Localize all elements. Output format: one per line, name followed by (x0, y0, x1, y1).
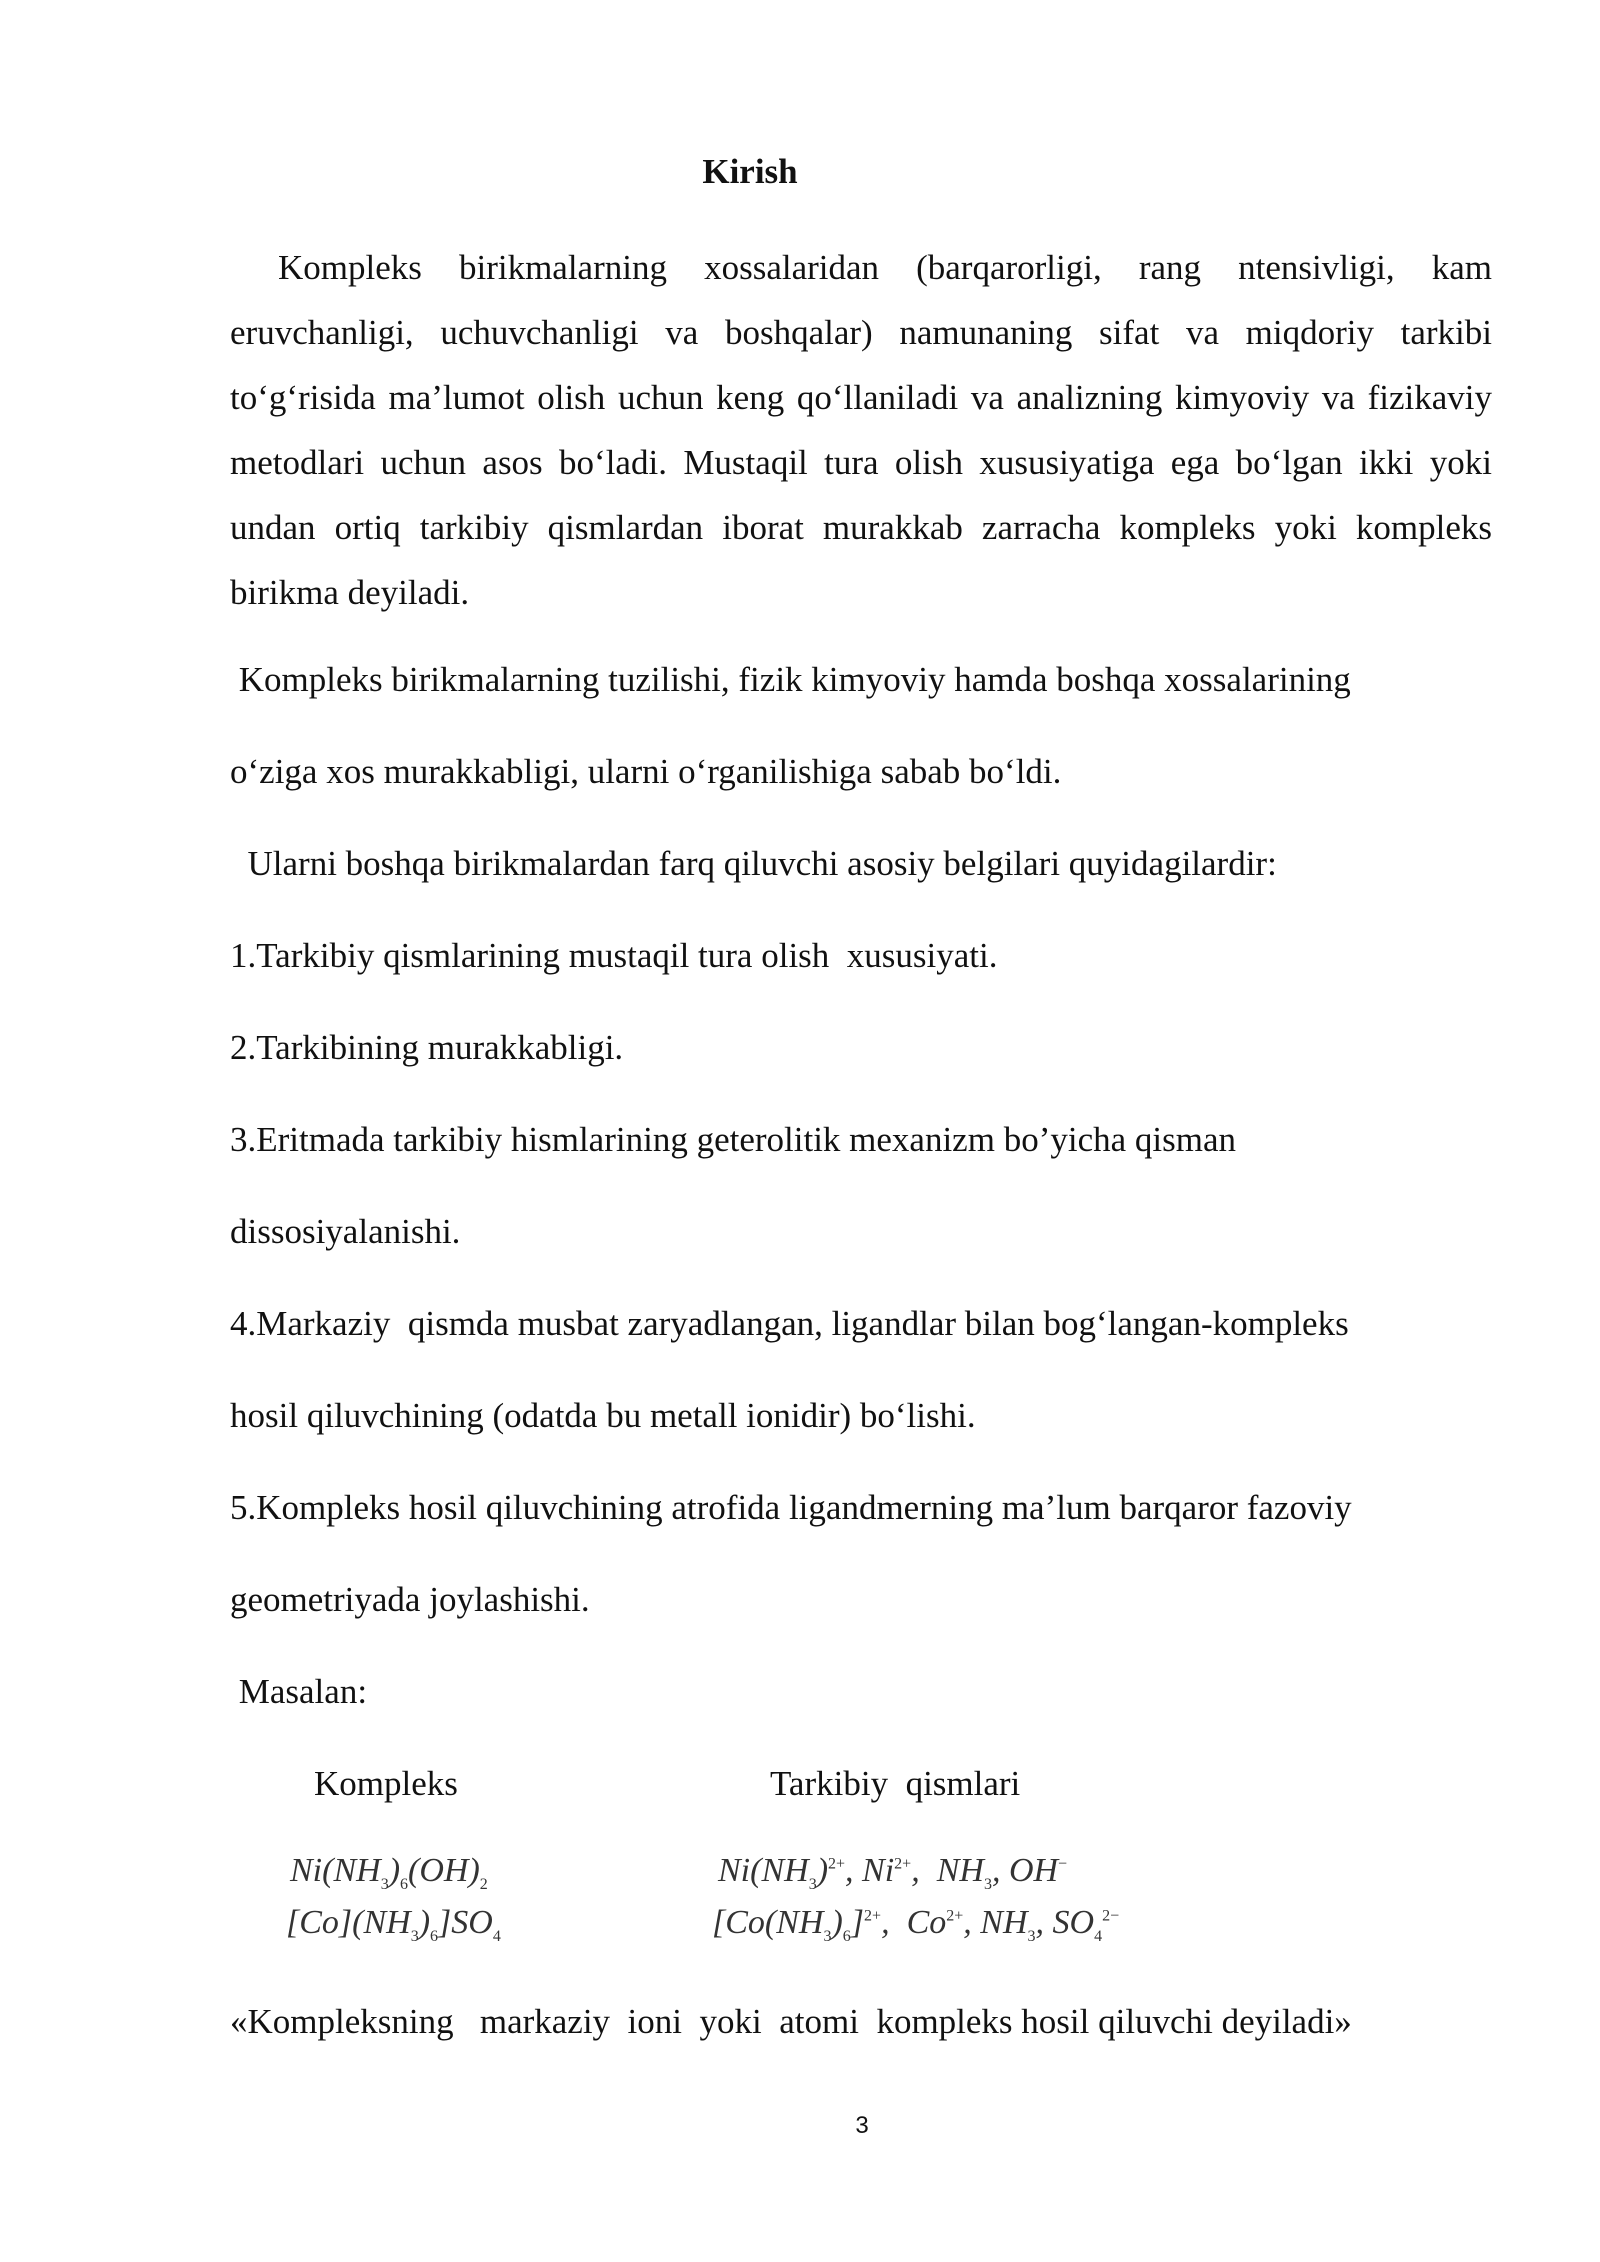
page-number: 3 (855, 2112, 869, 2139)
list-item-4-cont: hosil qiluvchining (odatda bu metall ionidir) bo‘lishi. (230, 1396, 976, 1435)
formula-co-components: $[Co(NH_3)_6]^{2+}$, $Co^{2+}$, $NH_3$, $SO_4^{2-}$ (712, 1904, 1120, 1945)
intro-paragraph: Kompleks birikmalarning xossalaridan (barqarorligi, rang ntensivligi, kam eruvchanligi, uchuvchanligi va boshqalar) namunaning sifat va miqdoriy tarkibi to‘g‘risida ma’lumot olish uchun keng qo‘llaniladi va analizning kimyoviy va fizikaviy metodlari uchun asos bo‘ladi. Mustaqil tura olish xususiyatiga ega bo‘lgan ikki yoki undan ortiq tarkibiy qismlardan iborat murakkab zarracha kompleks yoki kompleks birikma deyiladi. (230, 248, 1492, 612)
list-item-3-cont: dissosiyalanishi. (230, 1212, 461, 1251)
page-title: Kirish (702, 152, 798, 191)
closing-definition: «Kompleksning markaziy ioni yoki atomi kompleks hosil qiluvchi deyiladi» (230, 2002, 1352, 2041)
example-label: Masalan: (230, 1672, 368, 1711)
formula-ni-complex: $Ni(NH_3)_6(OH)_2$ (290, 1852, 488, 1893)
list-item-3: 3.Eritmada tarkibiy hismlarining geterolitik mexanizm bo’yicha qisman (230, 1120, 1236, 1159)
column-header-complex: Kompleks (314, 1764, 458, 1803)
list-item-5-cont: geometriyada joylashishi. (230, 1580, 590, 1619)
list-item-4: 4.Markaziy qismda musbat zaryadlangan, ligandlar bilan bog‘langan-kompleks (230, 1304, 1349, 1343)
list-item-2: 2.Tarkibining murakkabligi. (230, 1028, 624, 1067)
list-item-5: 5.Kompleks hosil qiluvchining atrofida ligandmerning ma’lum barqaror fazoviy (230, 1488, 1352, 1527)
text-line-3: Ularni boshqa birikmalardan farq qiluvchi asosiy belgilari quyidagilardir: (230, 844, 1277, 883)
text-line-1: Kompleks birikmalarning tuzilishi, fizik kimyoviy hamda boshqa xossalarining (230, 660, 1351, 699)
formula-co-complex: $[Co](NH_3)_6]SO_4$ (286, 1904, 501, 1945)
formula-ni-components: $Ni(NH_3)^{2+}$, $Ni^{2+}$, $NH_3$, OH− (718, 1852, 1068, 1893)
text-line-2: o‘ziga xos murakkabligi, ularni o‘rganilishiga sabab bo‘ldi. (230, 752, 1062, 791)
list-item-1: 1.Tarkibiy qismlarining mustaqil tura olish xususiyati. (230, 936, 998, 975)
column-header-components: Tarkibiy qismlari (770, 1764, 1021, 1803)
